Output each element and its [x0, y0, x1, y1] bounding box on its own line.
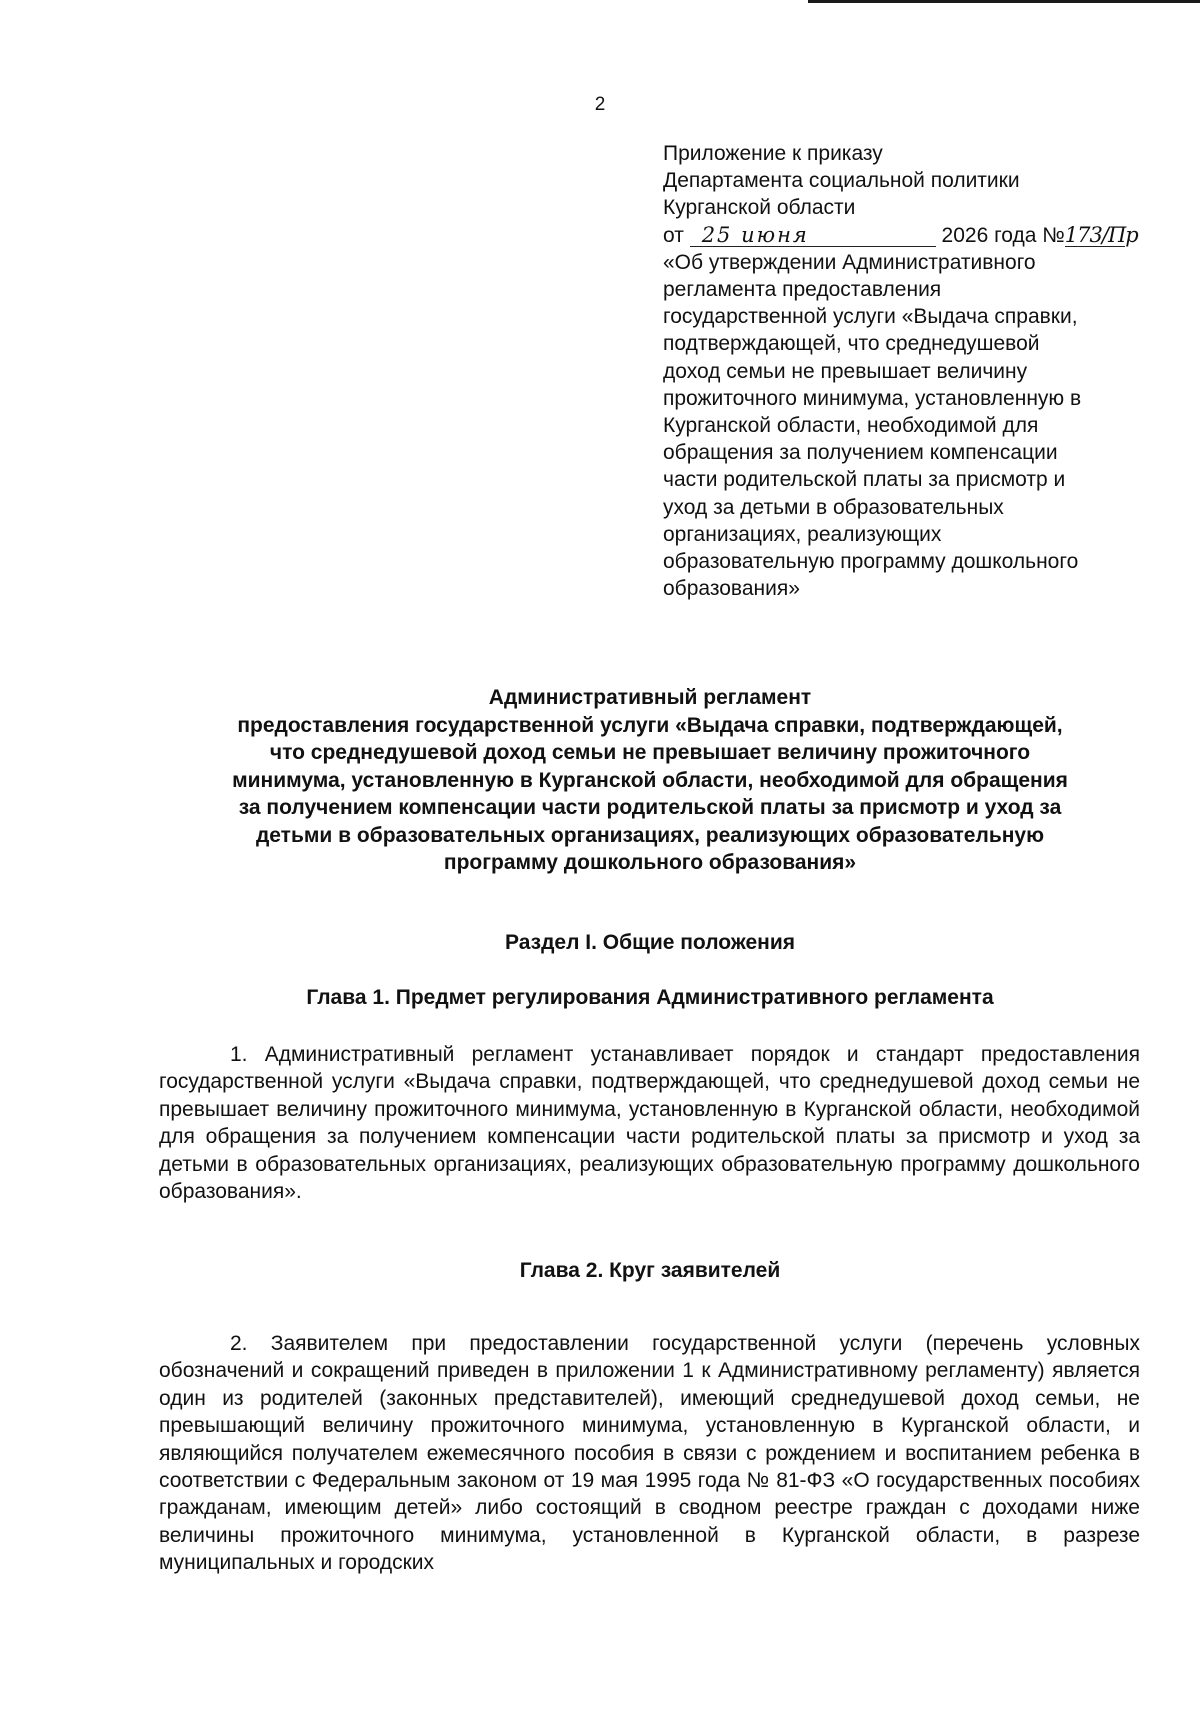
appendix-subject-line: доход семьи не превышает величину — [663, 359, 1028, 383]
date-year: 2026 года № — [941, 223, 1065, 247]
handwritten-date: 25 июня — [690, 224, 936, 247]
regulation-title-line: детьми в образовательных организациях, реализующих образовательную — [255, 823, 1045, 847]
appendix-subject-line: регламента предоставления — [663, 278, 942, 302]
regulation-title-line: что среднедушевой доход семьи не превышает величину прожиточного — [269, 741, 1031, 764]
appendix-subject-line: Курганской области, необходимой для — [663, 414, 1039, 438]
page-number: 2 — [594, 94, 606, 115]
regulation-title-line: минимума, установленную в Курганской области, необходимой для обращения — [232, 768, 1068, 792]
regulation-title-line: Административный регламент — [488, 686, 812, 709]
chapter1-heading: Глава 1. Предмет регулирования Административного регламента — [306, 986, 994, 1009]
appendix-line: Департамента социальной политики — [663, 169, 1020, 193]
date-prefix: от — [663, 223, 684, 247]
appendix-subject-line: прожиточного минимума, установленную в — [663, 386, 1082, 410]
handwritten-order-number: 173/Пр — [1064, 222, 1138, 247]
chapter2-heading: Глава 2. Круг заявителей — [519, 1259, 781, 1282]
appendix-date-line — [663, 222, 1183, 249]
appendix-subject-line: уход за детьми в образовательных — [663, 495, 1004, 519]
appendix-subject-line: организациях, реализующих — [663, 522, 942, 546]
appendix-line: Приложение к приказу — [663, 142, 883, 165]
appendix-subject-line: подтверждающей, что среднедушевой — [663, 332, 1040, 356]
appendix-subject-line: государственной услуги «Выдача справки, — [663, 305, 1078, 329]
paragraph-2: 2. Заявителем при предоставлении государственной услуги (перечень условных обозначений и сокращений приведен в приложении 1 к Административному регламенту) является один из родителей (законных представителей), имеющий среднедушевой доход семьи, не превышающий величину прожиточного минимума, установленную в Курганской области, и являющийся получателем ежемесячного пособия в связи с рождением и воспитанием ребенка в соответствии с Федеральным законом от 19 мая 1995 года № 81-ФЗ «О государственных пособиях гражданам, имеющим детей» либо состоящий в сводном реестре граждан с доходами ниже величины прожиточного минимума, установленной в Курганской области, в разрезе муниципальных и городских — [159, 1332, 1140, 1575]
section-heading: Раздел I. Общие положения — [505, 931, 795, 954]
regulation-title-line: за получением компенсации части родительской платы за присмотр и уход за — [238, 796, 1062, 819]
appendix-subject-line: части родительской платы за присмотр и — [663, 468, 1066, 492]
appendix-line: Курганской области — [663, 196, 856, 220]
regulation-title-line: предоставления государственной услуги «Выдача справки, подтверждающей, — [237, 713, 1063, 737]
appendix-subject-line: «Об утверждении Административного — [663, 250, 1036, 274]
regulation-title — [120, 684, 1180, 877]
regulation-title-line: программу дошкольного образования» — [443, 851, 857, 874]
scan-border-line — [808, 0, 1200, 3]
appendix-subject-line: образовательную программу дошкольного — [663, 550, 1079, 574]
appendix-subject-line: обращения за получением компенсации — [663, 441, 1058, 465]
paragraph-1: 1. Административный регламент устанавливает порядок и стандарт предоставления государственной услуги «Выдача справки, подтверждающей, что среднедушевой доход семьи не превышает величину прожиточного минимума, установленную в Курганской области, необходимой для обращения за получением компенсации части родительской платы за присмотр и уход за детьми в образовательных организациях, реализующих образовательную программу дошкольного образования». — [159, 1043, 1140, 1204]
appendix-subject-line: образования» — [663, 577, 800, 601]
appendix-block — [663, 140, 1183, 602]
